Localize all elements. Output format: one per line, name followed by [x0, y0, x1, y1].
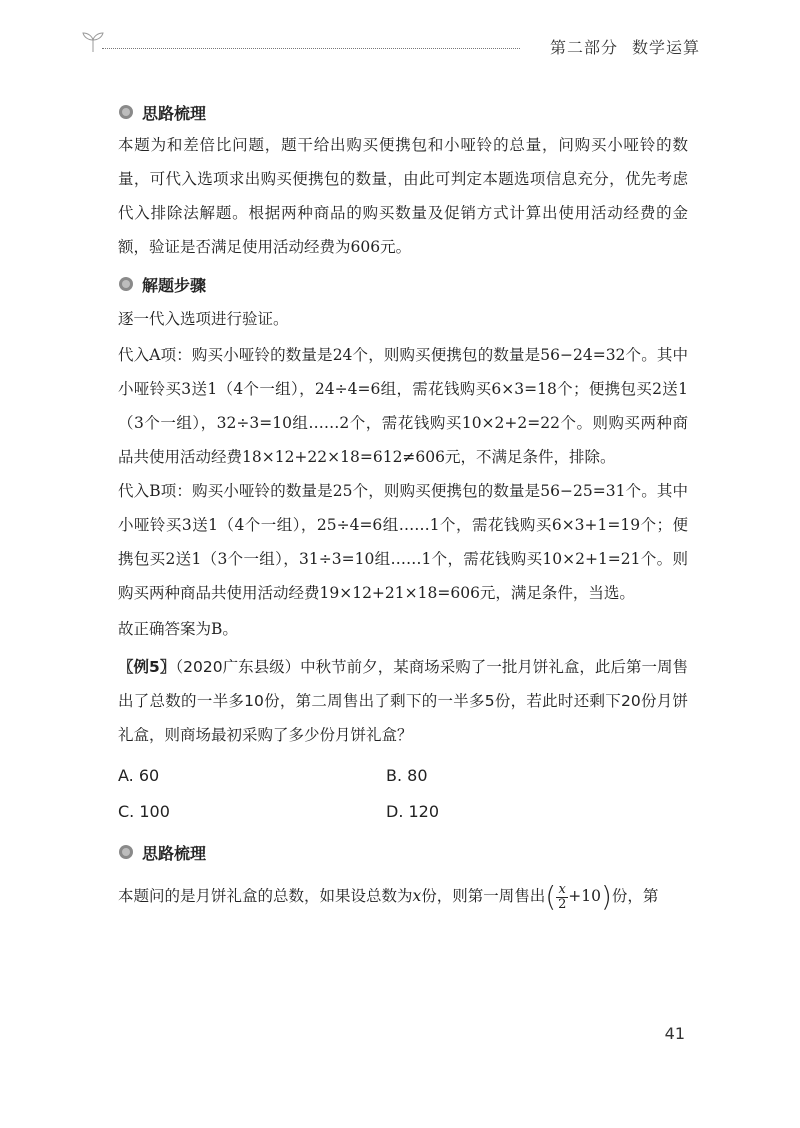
answer-line: 故正确答案为B。: [118, 620, 238, 638]
option-d: D. 120: [386, 802, 440, 821]
section-heading-analysis-2: [118, 840, 206, 864]
option-a-verification: 代入A项：购买小哑铃的数量是24个，则购买便携包的数量是56−24=32个。其中小哑铃买3送1（4个一组），24÷4=6组，需花钱购买6×3=18个；便携包买2送1（3个一组），32÷3=10组……2个，需花钱购买10×2+2=22个。则购买两种商品共使用活动经费18×12+22×18=612≠606元，不满足条件，排除。: [118, 346, 688, 466]
bullet-disc-icon: [118, 104, 134, 120]
example-label: 〖例5〗: [118, 658, 176, 676]
sprout-icon: [80, 30, 106, 54]
option-c: C. 100: [118, 802, 170, 821]
steps-intro-text: 逐一代入选项进行验证。: [118, 310, 289, 328]
bullet-disc-icon: [118, 276, 134, 292]
section-title: 解题步骤: [142, 275, 207, 295]
section-heading-steps: [118, 272, 206, 296]
option-b-verification: 代入B项：购买小哑铃的数量是25个，则购买便携包的数量是56−25=31个。其中小哑铃买3送1（4个一组），25÷4=6组……1个，需花钱购买6×3+1=19个；便携包买2送1（3个一组），31÷3=10组……1个，需花钱购买10×2+1=21个。则购买两种商品共使用活动经费19×12+21×18=606元，满足条件，当选。: [118, 482, 688, 602]
analysis-paragraph: 本题为和差倍比问题，题干给出购买便携包和小哑铃的总量，问购买小哑铃的数量，可代入选项求出购买便携包的数量，由此可判定本题选项信息充分，优先考虑代入排除法解题。根据两种商品的购买数量及促销方式计算出使用活动经费的金额，验证是否满足使用活动经费为606元。: [118, 136, 688, 256]
fraction-plus: +10: [568, 887, 601, 905]
example-question: [118, 650, 688, 752]
example-text: （2020广东县级）中秋节前夕，某商场采购了一批月饼礼盒，此后第一周售出了总数的一半多10份，第二周售出了剩下的一半多5份，若此时还剩下20份月饼礼盒，则商场最初采购了多少份月饼礼盒？: [118, 658, 688, 744]
variable-x: x: [412, 887, 422, 905]
text-segment: 本题问的是月饼礼盒的总数，如果设总数为: [118, 887, 413, 905]
header-section: 数学运算: [631, 38, 700, 57]
left-paren: (: [545, 880, 557, 913]
fraction-denominator: 2: [558, 896, 567, 912]
header-rule: [102, 48, 520, 49]
section-heading-analysis: [118, 100, 206, 124]
text-segment: 份，则第一周售出: [421, 887, 546, 905]
section-title: 思路梳理: [142, 843, 207, 863]
header-title: [550, 35, 700, 58]
steps-intro: [118, 302, 688, 336]
fraction: [556, 883, 568, 912]
right-paren: ): [600, 880, 612, 913]
fraction-numerator: x: [558, 881, 566, 897]
header-part: 第二部分: [549, 38, 618, 57]
section-title: 思路梳理: [142, 103, 207, 123]
option-b: B. 80: [386, 766, 428, 785]
page-number: 41: [664, 1024, 685, 1043]
analysis-paragraph-2: [118, 876, 688, 917]
option-a: A. 60: [118, 766, 160, 785]
bullet-disc-icon: [118, 844, 134, 860]
text-segment: 份，第: [611, 887, 659, 905]
page-header: [80, 30, 700, 60]
